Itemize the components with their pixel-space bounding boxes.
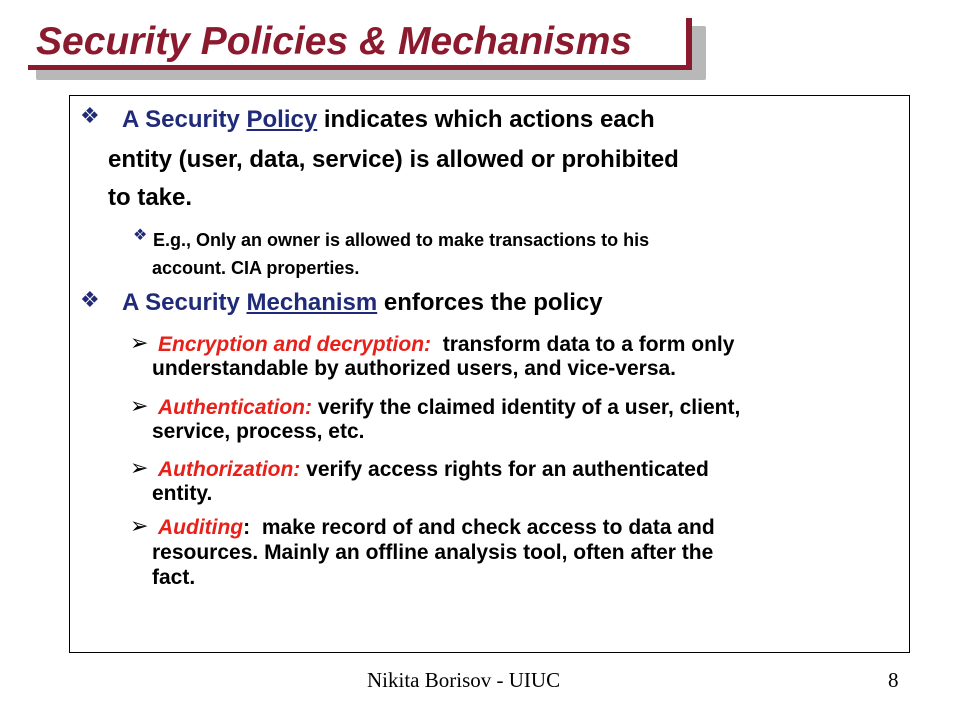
slide-title-banner	[28, 18, 698, 76]
item-authorization-line-1: Authorization: verify access rights for an authenticated	[158, 458, 709, 481]
mechanism-post: enforces the policy	[377, 289, 603, 316]
policy-pre: A Security	[122, 106, 247, 133]
item-auditing-line-3: fact.	[152, 566, 196, 589]
policy-line-3: to take.	[108, 184, 193, 211]
diamond-bullet-icon: ❖	[80, 287, 100, 312]
item-authorization-term: Authorization:	[158, 458, 301, 481]
mechanism-pre: A Security	[122, 289, 247, 316]
diamond-subbullet-icon: ❖	[133, 227, 148, 244]
item-auditing-line-2: resources. Mainly an offline analysis tool, often after the	[152, 541, 714, 564]
item-encryption-term: Encryption and decryption:	[158, 333, 432, 356]
item-encryption-line-1: Encryption and decryption: transform data to a form only	[158, 333, 735, 356]
item-auditing-term: Auditing	[158, 516, 244, 539]
policy-example-line-2: account. CIA properties.	[152, 258, 360, 278]
item-encryption-line-2: understandable by authorized users, and vice-versa.	[152, 357, 677, 380]
arrow-bullet-icon: ➢	[130, 513, 149, 538]
mechanism-line	[122, 285, 603, 320]
policy-line-2: entity (user, data, service) is allowed or prohibited	[108, 146, 679, 173]
policy-line-1	[122, 102, 655, 137]
arrow-bullet-icon: ➢	[130, 330, 149, 355]
item-authentication-term: Authentication:	[158, 396, 312, 419]
item-authentication-line-2: service, process, etc.	[152, 420, 365, 443]
item-authentication-line-1: Authentication: verify the claimed identity of a user, client,	[158, 396, 741, 419]
footer-author: Nikita Borisov - UIUC	[367, 668, 561, 692]
policy-term: Policy	[246, 106, 318, 133]
policy-post: indicates which actions each	[317, 106, 655, 133]
item-auditing-line-1: Auditing: make record of and check access to data and	[158, 516, 715, 539]
mechanism-term: Mechanism	[246, 289, 378, 316]
title-box	[28, 18, 692, 70]
arrow-bullet-icon: ➢	[130, 393, 149, 418]
page-number: 8	[888, 668, 899, 692]
item-authorization-line-2: entity.	[152, 482, 213, 505]
slide-title: Security Policies & Mechanisms	[36, 20, 633, 63]
policy-example-line-1: E.g., Only an owner is allowed to make transactions to his	[153, 230, 650, 250]
diamond-bullet-icon: ❖	[80, 103, 100, 128]
arrow-bullet-icon: ➢	[130, 455, 149, 480]
